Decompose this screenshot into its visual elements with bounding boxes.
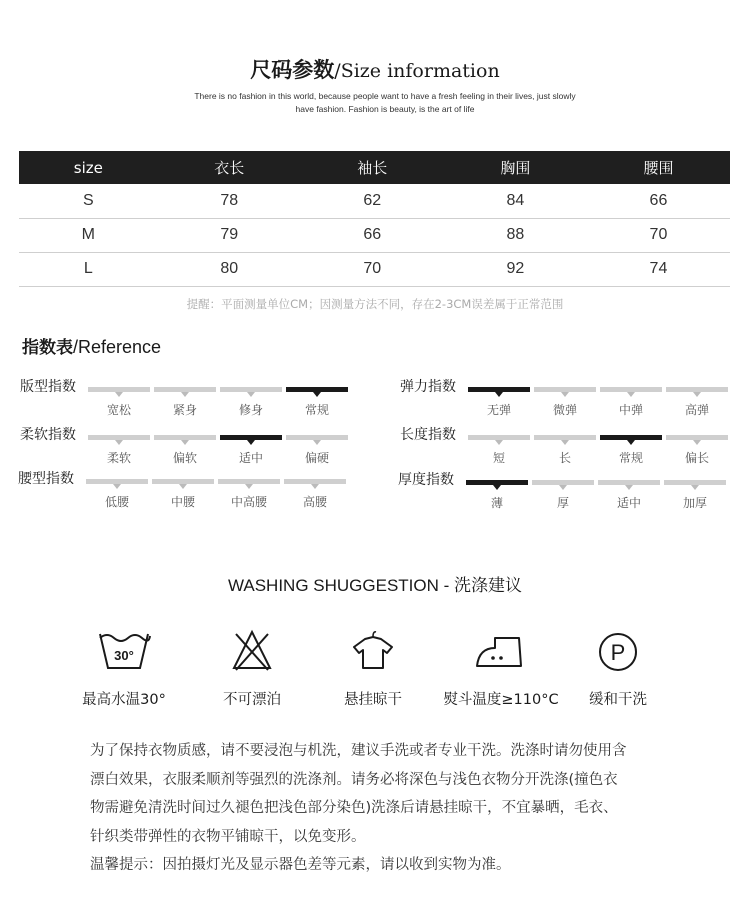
wash-label: 最高水温30° (82, 692, 166, 708)
indicator-label: 弹力指数 (400, 379, 456, 395)
wash-30-icon (96, 628, 152, 674)
no-bleach-icon (224, 628, 280, 674)
indicator-option: 修身 (238, 403, 263, 417)
indicator-marker-icon (627, 392, 635, 397)
indicator-row (20, 378, 360, 422)
wash-temp-text: 30° (114, 648, 134, 663)
indicator-marker-icon (311, 484, 319, 489)
indicator-option: 常规 (304, 403, 329, 417)
paragraph-line: 为了保持衣物质感，请不要浸泡与机洗，建议手洗或者专业干洗。洗涤时请勿使用含 (90, 743, 627, 759)
indicator-option: 无弹 (486, 403, 511, 417)
indicator-label: 厚度指数 (398, 472, 454, 488)
indicator-row (400, 426, 740, 470)
reference-title-slash: / (73, 337, 79, 357)
indicator-label: 版型指数 (20, 379, 76, 395)
indicator-marker-icon (313, 392, 321, 397)
table-cell: 62 (301, 184, 444, 218)
wash-label: 悬挂晾干 (344, 692, 402, 708)
indicator-option: 宽松 (106, 403, 131, 417)
col-header-waist: 腰围 (587, 151, 730, 184)
indicator-marker-icon (493, 485, 501, 490)
indicator-option: 低腰 (104, 495, 129, 509)
subtitle-line-1: There is no fashion in this world, because people want to have a fresh feeling in their lives, just slowly (194, 91, 576, 101)
table-cell: 84 (444, 184, 587, 218)
paragraph-line: 物需避免清洗时间过久褪色把浅色部分染色)洗涤后请悬挂晾干，不宜暴晒，毛衣、 (90, 800, 618, 816)
washing-title: WASHING SHUGGESTION - 洗涤建议 (227, 576, 523, 595)
indicator-marker-icon (115, 440, 123, 445)
indicator-marker-icon (625, 485, 633, 490)
subtitle-line-2: have fashion. Fashion is beauty, is the art of life (295, 104, 475, 114)
indicator-option: 厚 (556, 496, 569, 510)
indicator-marker-icon (693, 440, 701, 445)
indicator-segment (664, 480, 726, 510)
reference-title-en: Reference (78, 337, 162, 357)
table-cell: 74 (587, 252, 730, 286)
indicator-segment (600, 387, 662, 417)
reference-title (22, 333, 161, 358)
indicator-label: 腰型指数 (18, 471, 74, 487)
indicator-marker-icon (115, 392, 123, 397)
wash-item (553, 628, 683, 708)
measurement-tip: 提醒：平面测量单位CM；因测量方法不同，存在2-3CM误差属于正常范围 (186, 297, 564, 311)
table-cell: 70 (301, 252, 444, 286)
indicator-marker-icon (561, 440, 569, 445)
table-cell: 78 (158, 184, 301, 218)
indicator-row (20, 426, 360, 470)
indicator-marker-icon (181, 440, 189, 445)
paragraph-line: 漂白效果，衣服柔顺剂等强烈的洗涤剂。请务必将深色与浅色衣物分开洗涤(撞色衣 (90, 771, 618, 788)
indicator-option: 偏软 (172, 451, 197, 465)
table-cell: 66 (587, 184, 730, 218)
indicator-marker-icon (247, 392, 255, 397)
indicator-option: 偏长 (684, 451, 709, 465)
wash-label: 熨斗温度≥110°C (443, 692, 559, 708)
title-en: Size information (340, 60, 500, 82)
washing-paragraph (90, 737, 670, 880)
indicator-segment (600, 435, 662, 465)
indicator-segment (154, 435, 216, 465)
indicator-segment (534, 435, 596, 465)
indicator-option: 中高腰 (230, 495, 267, 509)
indicator-marker-icon (693, 392, 701, 397)
indicator-segment (220, 387, 282, 417)
table-row (19, 218, 730, 252)
indicator-segment (286, 435, 348, 465)
table-row (19, 252, 730, 286)
indicator-segment (466, 480, 528, 510)
indicator-marker-icon (627, 440, 635, 445)
indicator-marker-icon (691, 485, 699, 490)
indicator-segment (598, 480, 660, 510)
table-cell: 88 (444, 218, 587, 252)
indicator-option: 高弹 (684, 403, 709, 417)
indicator-marker-icon (561, 392, 569, 397)
size-table-header (19, 151, 730, 184)
table-cell: L (19, 252, 158, 286)
table-cell: S (19, 184, 158, 218)
subtitle (175, 90, 595, 116)
reference-title-cn: 指数表 (22, 338, 73, 358)
indicator-option: 长 (558, 451, 571, 465)
indicator-option: 中弹 (618, 403, 643, 417)
table-cell: 70 (587, 218, 730, 252)
indicator-label: 长度指数 (400, 427, 456, 443)
indicator-marker-icon (113, 484, 121, 489)
table-row (19, 184, 730, 218)
wash-item (187, 628, 317, 708)
indicator-segment (154, 387, 216, 417)
wash-label: 不可漂泊 (223, 692, 281, 708)
indicator-option: 加厚 (682, 496, 707, 510)
indicator-segment (86, 479, 148, 509)
table-cell: 66 (301, 218, 444, 252)
col-header-length: 衣长 (158, 151, 301, 184)
table-cell: M (19, 218, 158, 252)
indicator-segment (88, 387, 150, 417)
indicator-marker-icon (245, 484, 253, 489)
indicator-segment (152, 479, 214, 509)
indicator-option: 紧身 (172, 403, 197, 417)
wash-item (59, 628, 189, 708)
table-cell: 92 (444, 252, 587, 286)
indicator-segment (468, 435, 530, 465)
paragraph-line: 针织类带弹性的衣物平铺晾干，以免变形。 (90, 828, 366, 845)
warm-note: 温馨提示：因拍摄灯光及显示器色差等元素，请以收到实物为准。 (90, 857, 511, 873)
indicator-marker-icon (495, 392, 503, 397)
table-cell: 80 (158, 252, 301, 286)
indicator-segment (284, 479, 346, 509)
indicator-segment (532, 480, 594, 510)
col-header-chest: 胸围 (444, 151, 587, 184)
dry-clean-letter: P (610, 640, 626, 665)
col-header-sleeve: 袖长 (301, 151, 444, 184)
indicator-label: 柔软指数 (20, 427, 76, 443)
hang-dry-icon (345, 628, 401, 674)
indicator-option: 薄 (490, 496, 503, 510)
indicator-option: 高腰 (302, 495, 327, 509)
indicator-option: 适中 (238, 451, 263, 465)
wash-item (308, 628, 438, 708)
indicator-marker-icon (559, 485, 567, 490)
table-cell: 79 (158, 218, 301, 252)
indicator-row (400, 378, 740, 422)
indicator-option: 微弹 (552, 403, 577, 417)
indicator-option: 常规 (618, 451, 643, 465)
indicator-segment (220, 435, 282, 465)
indicator-row (18, 470, 358, 514)
indicator-segment (286, 387, 348, 417)
indicator-marker-icon (181, 392, 189, 397)
wash-item (436, 628, 566, 708)
indicator-segment (666, 387, 728, 417)
indicator-marker-icon (179, 484, 187, 489)
indicator-segment (468, 387, 530, 417)
indicator-option: 柔软 (106, 451, 131, 465)
indicator-segment (534, 387, 596, 417)
indicator-segment (218, 479, 280, 509)
title-slash: / (334, 60, 341, 82)
size-table (19, 151, 730, 287)
page-title (0, 54, 750, 84)
indicator-marker-icon (247, 440, 255, 445)
indicator-option: 短 (492, 451, 505, 465)
indicator-option: 适中 (616, 496, 641, 510)
indicator-segment (666, 435, 728, 465)
indicator-marker-icon (495, 440, 503, 445)
indicator-marker-icon (313, 440, 321, 445)
title-cn: 尺码参数 (250, 58, 335, 82)
iron-icon (473, 628, 529, 674)
indicator-row (398, 471, 738, 515)
indicator-segment (88, 435, 150, 465)
wash-label: 缓和干洗 (589, 692, 647, 708)
indicator-option: 中腰 (170, 495, 195, 509)
dry-clean-icon (590, 628, 646, 674)
col-header-size: size (19, 151, 158, 184)
indicator-option: 偏硬 (304, 451, 329, 465)
